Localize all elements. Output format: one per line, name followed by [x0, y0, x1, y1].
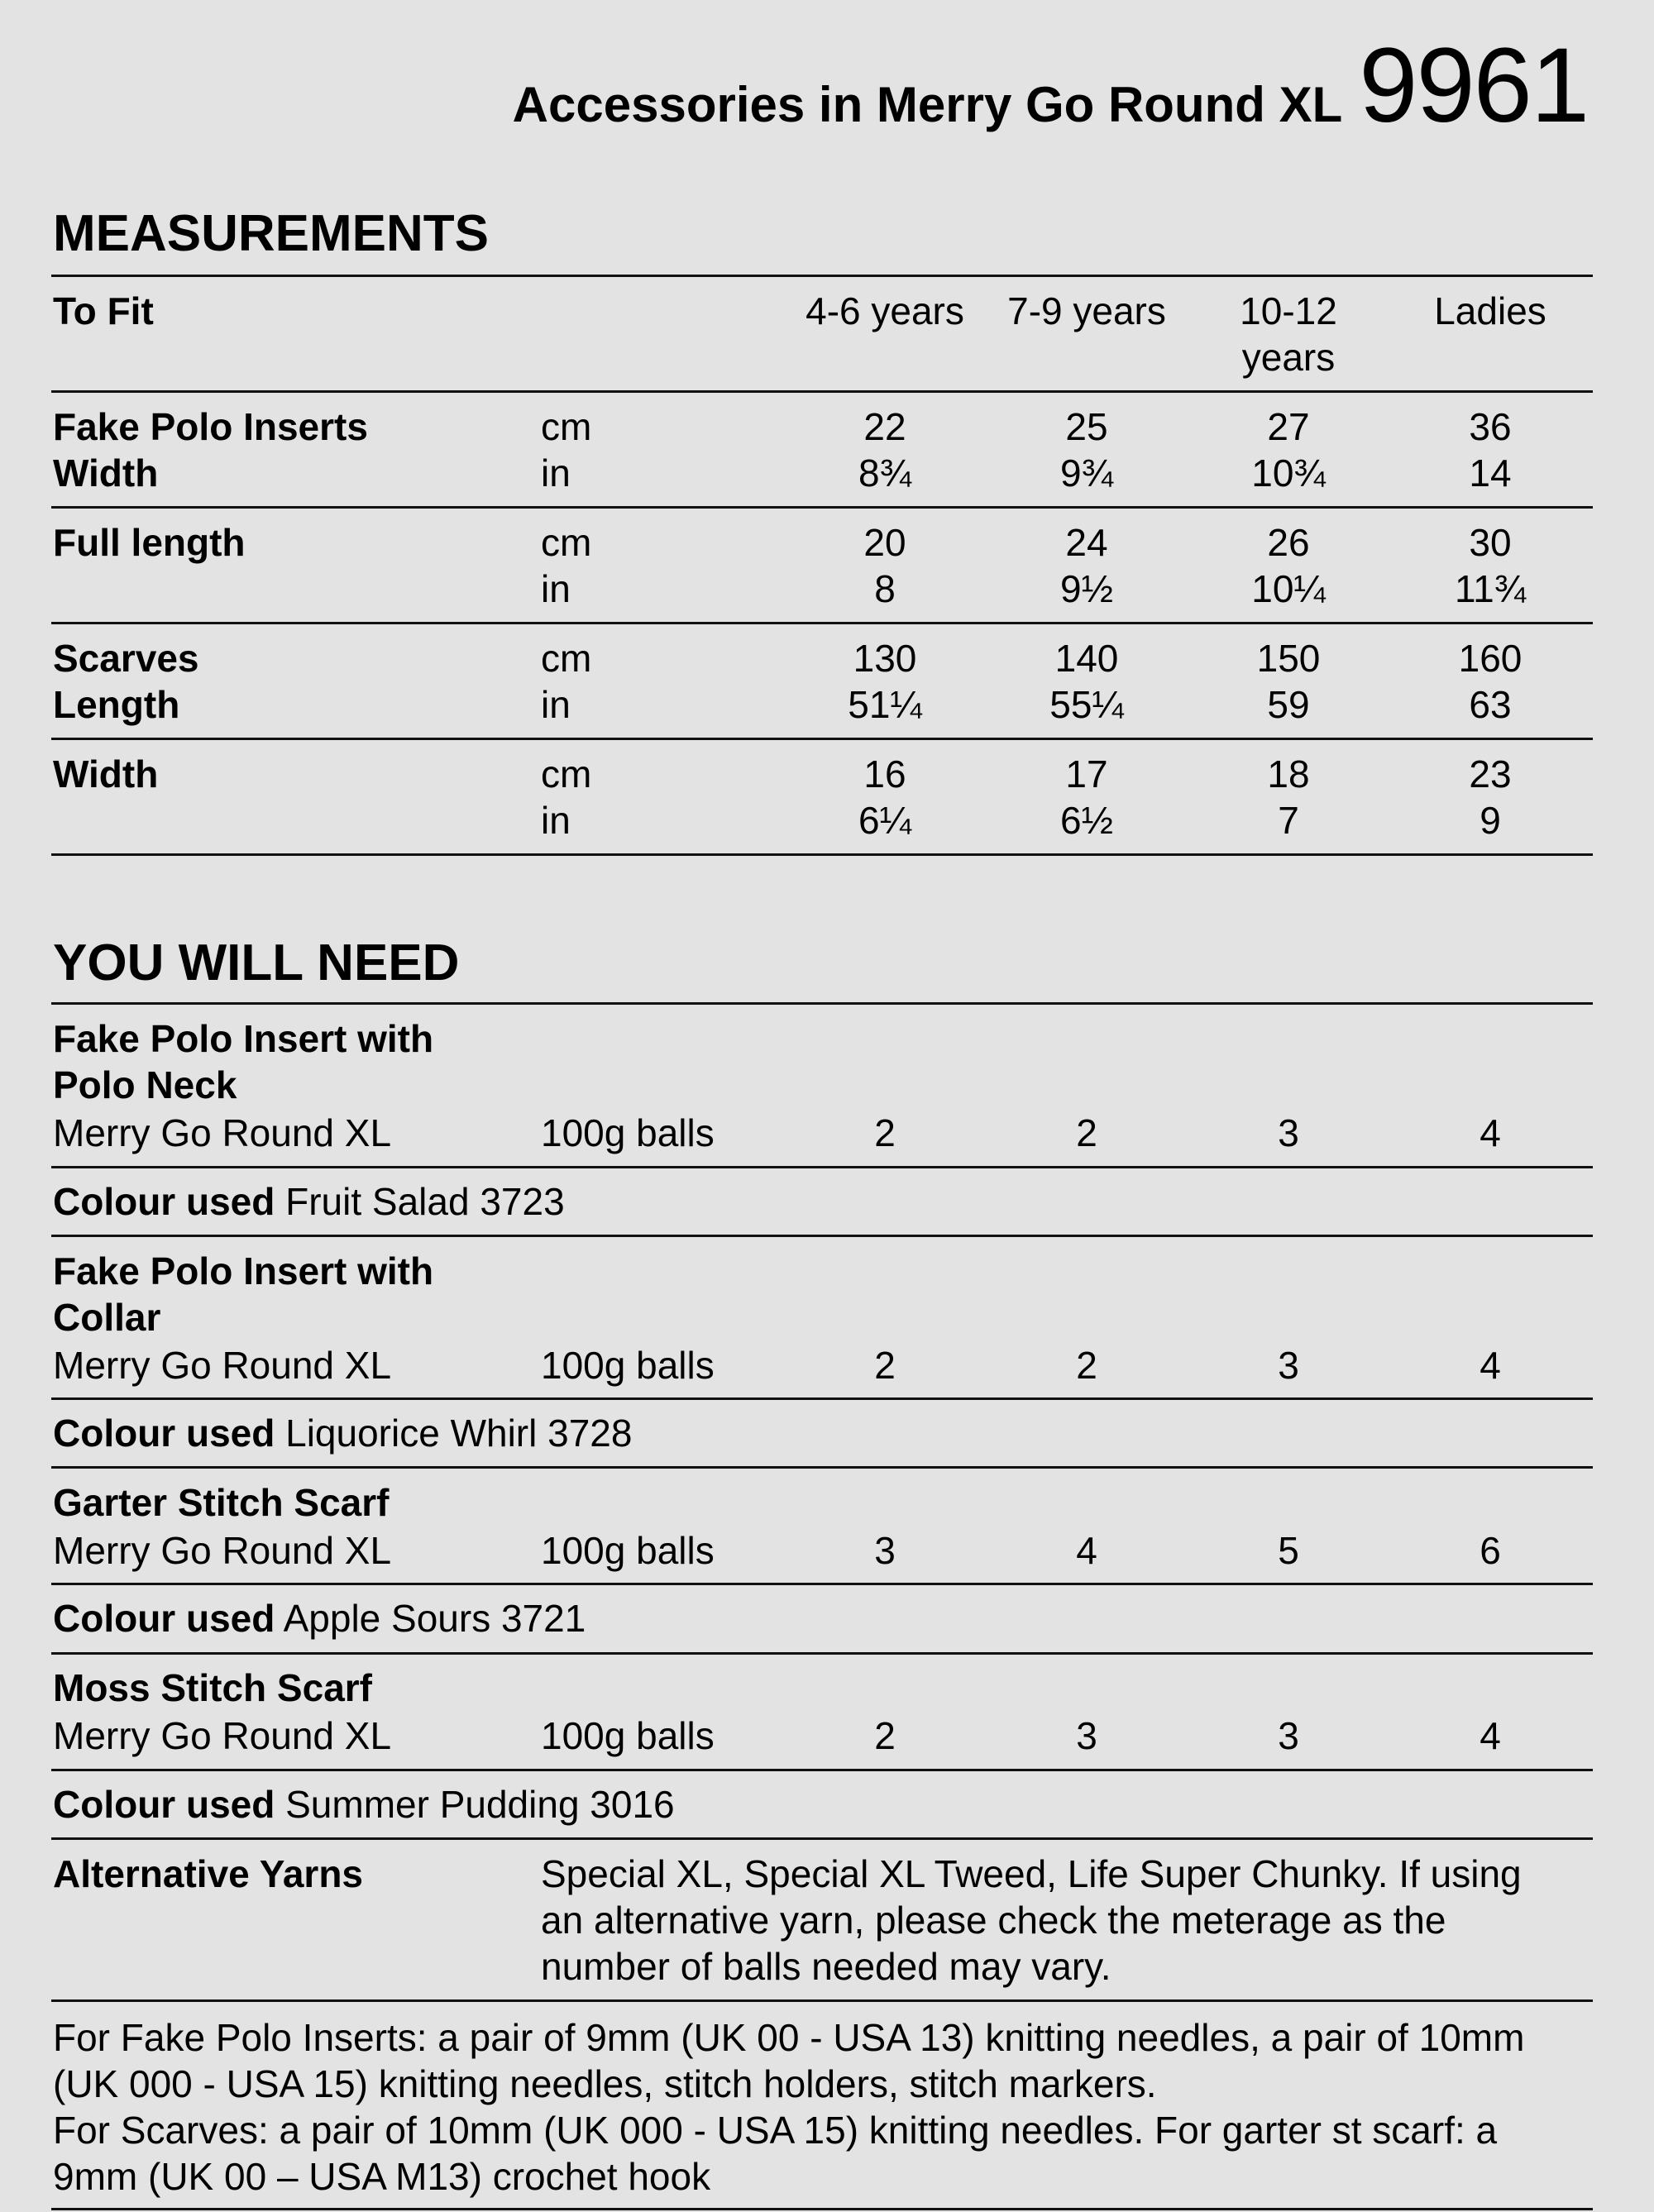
ball-count: 2 — [874, 1344, 896, 1387]
alternative-yarns-text: number of balls needed may vary. — [541, 1945, 1111, 1988]
unit-cm: cm — [541, 521, 592, 564]
ball-unit: 100g balls — [541, 1344, 715, 1387]
measurement-label: Length — [53, 683, 180, 726]
value-cell: 27 — [1267, 405, 1310, 448]
colour-value: Liquorice Whirl 3728 — [285, 1412, 633, 1455]
value-cell: 150 — [1256, 637, 1321, 680]
ball-count: 2 — [874, 1111, 896, 1154]
needles-text: 9mm (UK 00 – USA M13) crochet hook — [53, 2155, 711, 2198]
value-cell: 30 — [1469, 521, 1512, 564]
divider — [51, 738, 1593, 740]
colour-value: Apple Sours 3721 — [283, 1597, 586, 1640]
yarn-name: Merry Go Round XL — [53, 1111, 392, 1154]
needles-text: For Scarves: a pair of 10mm (UK 000 - USA 15) knitting needles. For garter st scarf: a — [53, 2109, 1498, 2152]
ball-unit: 100g balls — [541, 1111, 715, 1154]
value-cell: 11¾ — [1454, 567, 1527, 610]
ball-count: 3 — [1076, 1714, 1097, 1757]
divider — [51, 506, 1593, 509]
divider — [51, 1166, 1593, 1168]
ball-count: 2 — [1076, 1111, 1097, 1154]
value-cell: 23 — [1469, 752, 1512, 795]
value-cell: 59 — [1267, 683, 1310, 726]
value-cell: 51¼ — [848, 683, 922, 726]
measurement-label: Full length — [53, 521, 246, 564]
colour-value: Summer Pudding 3016 — [285, 1783, 675, 1826]
item-title-line: Collar — [53, 1296, 161, 1339]
item-title-line: Polo Neck — [53, 1063, 237, 1106]
item-title-line: Moss Stitch Scarf — [53, 1666, 372, 1709]
value-cell: 9 — [1480, 799, 1501, 842]
divider — [51, 275, 1593, 277]
you-will-need-heading: YOU WILL NEED — [53, 934, 460, 991]
colour-used — [53, 1595, 586, 1641]
ball-count: 4 — [1480, 1714, 1501, 1757]
ball-count: 4 — [1076, 1529, 1097, 1572]
needles-text: (UK 000 - USA 15) knitting needles, stitch holders, stitch markers. — [53, 2062, 1157, 2105]
to-fit-label: To Fit — [53, 289, 154, 332]
ball-count: 2 — [1076, 1344, 1097, 1387]
ball-count: 4 — [1480, 1344, 1501, 1387]
item-title-line: Garter Stitch Scarf — [53, 1481, 390, 1524]
value-cell: 10¾ — [1251, 451, 1326, 494]
unit-in: in — [541, 451, 571, 494]
divider — [51, 1235, 1593, 1237]
value-cell: 160 — [1458, 637, 1523, 680]
unit-cm: cm — [541, 637, 592, 680]
colour-label: Colour used — [53, 1597, 275, 1640]
divider — [51, 2208, 1593, 2210]
value-cell: 17 — [1065, 752, 1108, 795]
value-cell: 25 — [1065, 405, 1108, 448]
pattern-title: Accessories in Merry Go Round XL — [512, 77, 1343, 132]
yarn-name: Merry Go Round XL — [53, 1529, 392, 1572]
ball-count: 3 — [1278, 1111, 1299, 1154]
divider — [51, 1999, 1593, 2002]
unit-cm: cm — [541, 752, 592, 795]
value-cell: 55¼ — [1049, 683, 1124, 726]
ball-count: 3 — [1278, 1344, 1299, 1387]
divider — [51, 853, 1593, 856]
divider — [51, 1583, 1593, 1585]
value-cell: 7 — [1278, 799, 1299, 842]
value-cell: 24 — [1065, 521, 1108, 564]
item-title-line: Fake Polo Insert with — [53, 1017, 434, 1060]
divider — [51, 622, 1593, 624]
ball-count: 5 — [1278, 1529, 1299, 1572]
colour-label: Colour used — [53, 1783, 275, 1826]
yarn-name: Merry Go Round XL — [53, 1714, 392, 1757]
value-cell: 9¾ — [1060, 451, 1113, 494]
alternative-yarns-label: Alternative Yarns — [53, 1852, 364, 1895]
value-cell: 130 — [853, 637, 917, 680]
value-cell: 140 — [1054, 637, 1119, 680]
divider — [51, 1397, 1593, 1400]
divider — [51, 1002, 1593, 1005]
measurement-label: Fake Polo Inserts — [53, 405, 368, 448]
pattern-header — [513, 25, 1588, 146]
value-cell: 36 — [1469, 405, 1512, 448]
ball-unit: 100g balls — [541, 1714, 715, 1757]
colour-used — [53, 1178, 565, 1225]
measurement-label: Scarves — [53, 637, 199, 680]
colour-label: Colour used — [53, 1412, 275, 1455]
measurement-label: Width — [53, 451, 159, 494]
colour-value: Fruit Salad 3723 — [285, 1180, 565, 1223]
unit-in: in — [541, 683, 571, 726]
alternative-yarns-text: Special XL, Special XL Tweed, Life Super Chunky. If using — [541, 1852, 1522, 1895]
item-title-line: Fake Polo Insert with — [53, 1249, 434, 1292]
divider — [51, 1466, 1593, 1469]
unit-in: in — [541, 799, 571, 842]
measurement-label: Width — [53, 752, 159, 795]
value-cell: 14 — [1469, 451, 1512, 494]
ball-count: 6 — [1480, 1529, 1501, 1572]
measurements-heading: MEASUREMENTS — [53, 205, 490, 262]
ball-count: 3 — [874, 1529, 896, 1572]
divider — [51, 1837, 1593, 1840]
unit-in: in — [541, 567, 571, 610]
value-cell: 16 — [863, 752, 906, 795]
size-label: 4-6 years — [805, 289, 964, 332]
divider — [51, 1769, 1593, 1771]
yarn-name: Merry Go Round XL — [53, 1344, 392, 1387]
divider — [51, 1652, 1593, 1655]
value-cell: 63 — [1469, 683, 1512, 726]
ball-count: 3 — [1278, 1714, 1299, 1757]
unit-cm: cm — [541, 405, 592, 448]
size-label: 10-12 — [1240, 289, 1337, 332]
needles-text: For Fake Polo Inserts: a pair of 9mm (UK 00 - USA 13) knitting needles, a pair of 10mm — [53, 2016, 1525, 2059]
value-cell: 20 — [863, 521, 906, 564]
colour-label: Colour used — [53, 1180, 275, 1223]
value-cell: 6½ — [1060, 799, 1113, 842]
ball-count: 2 — [874, 1714, 896, 1757]
alternative-yarns-text: an alternative yarn, please check the meterage as the — [541, 1899, 1446, 1942]
colour-used — [53, 1410, 632, 1456]
value-cell: 18 — [1267, 752, 1310, 795]
size-label: Ladies — [1434, 289, 1546, 332]
colour-used — [53, 1781, 675, 1827]
size-label: 7-9 years — [1007, 289, 1166, 332]
ball-count: 4 — [1480, 1111, 1501, 1154]
value-cell: 22 — [863, 405, 906, 448]
value-cell: 26 — [1267, 521, 1310, 564]
ball-unit: 100g balls — [541, 1529, 715, 1572]
value-cell: 8¾ — [858, 451, 911, 494]
value-cell: 8 — [874, 567, 896, 610]
value-cell: 6¼ — [858, 799, 911, 842]
value-cell: 10¼ — [1251, 567, 1326, 610]
divider — [51, 390, 1593, 393]
size-label-line2: years — [1241, 336, 1336, 379]
pattern-number: 9961 — [1359, 26, 1588, 145]
value-cell: 9½ — [1060, 567, 1113, 610]
